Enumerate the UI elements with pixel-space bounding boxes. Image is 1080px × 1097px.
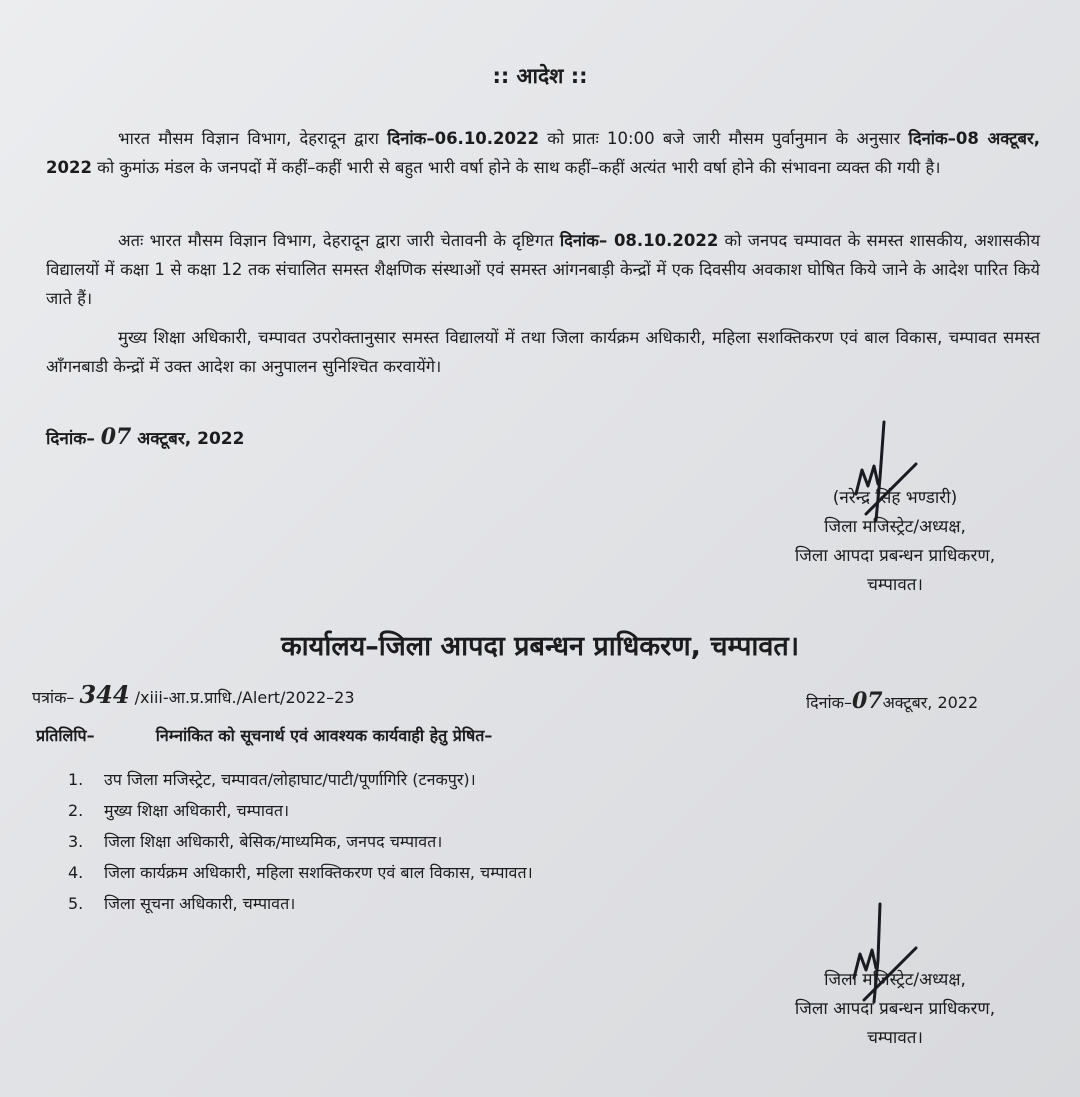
signatory-name: (नरेन्द्र सिंह भण्डारी) (832, 488, 958, 508)
signatory-authority: जिला आपदा प्रबन्धन प्राधिकरण, (794, 546, 996, 566)
signatory2-place: चम्पावत। (867, 1028, 923, 1048)
date1-day-handwritten: 07 (100, 424, 132, 450)
para2-date: दिनांक– 08.10.2022 (559, 231, 719, 250)
copy-to-line (36, 724, 492, 746)
signatory2-designation: जिला मजिस्ट्रेट/अध्यक्ष, (824, 970, 966, 990)
list-item: 1. उप जिला मजिस्ट्रेट, चम्पावत/लोहाघाट/पाटी/पूर्णागिरि (टनकपुर)। (68, 770, 476, 789)
signatory-place: चम्पावत। (867, 575, 923, 595)
office-heading: कार्यालय–जिला आपदा प्रबन्धन प्राधिकरण, चम्पावत। (280, 631, 800, 662)
list-item: 4. जिला कार्यक्रम अधिकारी, महिला सशक्तिकरण एवं बाल विकास, चम्पावत। (68, 863, 533, 882)
date1-rest: अक्टूबर, 2022 (137, 429, 245, 449)
para2-text1: अतः भारत मौसम विज्ञान विभाग, देहरादून द्वारा जारी चेतावनी के दृष्टिगत (118, 231, 560, 250)
signatory2-authority: जिला आपदा प्रबन्धन प्राधिकरण, (794, 999, 996, 1019)
copy-label: प्रतिलिपि– (36, 726, 95, 745)
copy-text: निम्नांकित को सूचनार्थ एवं आवश्यक कार्यवाही हेतु प्रेषित– (155, 726, 493, 745)
order-date (46, 424, 244, 450)
list-item: 3. जिला शिक्षा अधिकारी, बेसिक/माध्यमिक, जनपद चम्पावत। (68, 832, 443, 851)
signatory-designation: जिला मजिस्ट्रेट/अध्यक्ष, (824, 517, 966, 537)
para1-text1: भारत मौसम विज्ञान विभाग, देहरादून द्वारा (118, 129, 388, 148)
list-item: 2. मुख्य शिक्षा अधिकारी, चम्पावत। (68, 801, 290, 820)
date2-label: दिनांक– (806, 693, 852, 712)
para1-text2: को प्रातः 10:00 बजे जारी मौसम पुर्वानुमान के अनुसार (538, 129, 909, 148)
reference-number (32, 680, 355, 709)
para1-date1: दिनांक–06.10.2022 (387, 129, 539, 148)
signature-block-1 (730, 484, 1060, 600)
para1-date2: दिनांक–08 अक्टूबर, 2022 (46, 129, 1040, 177)
ref-number-handwritten: 344 (79, 680, 130, 709)
paragraph-compliance (46, 323, 1040, 381)
order-title: :: आदेश :: (492, 64, 588, 88)
recipient-list (68, 764, 533, 919)
paragraph-holiday-order (46, 226, 1040, 313)
date2-rest: अक्टूबर, 2022 (882, 693, 979, 712)
ref-code: /xiii-आ.प्र.प्राधि./Alert/2022–23 (134, 688, 355, 707)
ref-label: पत्रांक– (32, 688, 75, 707)
signature-block-2 (730, 966, 1060, 1053)
paragraph-forecast (46, 124, 1040, 182)
date2-day-handwritten: 07 (851, 688, 883, 714)
date1-label: दिनांक– (46, 429, 95, 449)
para3-text: मुख्य शिक्षा अधिकारी, चम्पावत उपरोक्तानुसार समस्त विद्यालयों में तथा जिला कार्यक्रम अधिकारी, महिला सशक्तिकरण एवं बाल विकास, चम्पावत समस्त आँगनबाडी केन्द्रों में उक्त आदेश का अनुपालन सुनिश्चित करवायेंगे। (46, 328, 1040, 376)
list-item: 5. जिला सूचना अधिकारी, चम्पावत। (68, 894, 296, 913)
para1-text3: को कुमांऊ मंडल के जनपदों में कहीं–कहीं भारी से बहुत भारी वर्षा होने के साथ कहीं–कहीं अत्यंत भारी वर्षा होने की संभावना व्यक्त की गयी है। (91, 158, 941, 177)
para2-text2: को जनपद चम्पावत के समस्त शासकीय, अशासकीय विद्यालयों में कक्षा 1 से कक्षा 12 तक संचालित समस्त शैक्षणिक संस्थाओं एवं समस्त आंगनबाड़ी केन्द्रों में एक दिवसीय अवकाश घोषित किये जाने के आदेश पारित किये जाते हैं। (46, 231, 1041, 308)
letter-date (806, 688, 978, 714)
